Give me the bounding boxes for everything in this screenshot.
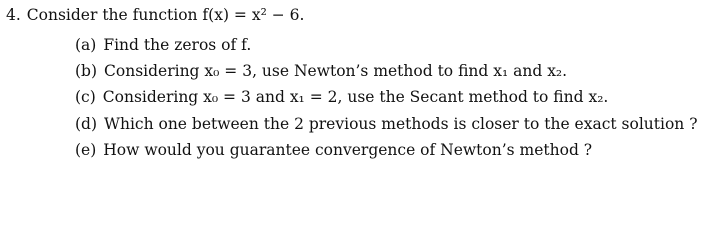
part-a-text: Find the zeros of f. xyxy=(103,36,252,54)
part-c xyxy=(75,87,608,107)
part-e-tag: (e) xyxy=(75,141,97,159)
part-d-text: Which one between the 2 previous methods is closer to the exact solution ? xyxy=(104,115,698,133)
part-c-text: Considering x₀ = 3 and x₁ = 2, use the Secant method to find x₂. xyxy=(102,88,609,106)
part-b-text: Considering x₀ = 3, use Newton’s method to find x₁ and x₂. xyxy=(104,62,568,80)
part-a-tag: (a) xyxy=(75,36,97,54)
part-c-tag: (c) xyxy=(75,88,96,106)
question-text: Consider the function f(x) = x² − 6. xyxy=(26,6,305,24)
part-d xyxy=(75,114,698,134)
part-e-text: How would you guarantee convergence of Newton’s method ? xyxy=(103,141,593,159)
part-a xyxy=(75,35,251,55)
part-e xyxy=(75,140,592,160)
part-b-tag: (b) xyxy=(75,62,98,80)
question-number: 4. xyxy=(6,6,21,24)
question-stem xyxy=(6,5,304,25)
part-b xyxy=(75,61,567,81)
part-d-tag: (d) xyxy=(75,115,98,133)
